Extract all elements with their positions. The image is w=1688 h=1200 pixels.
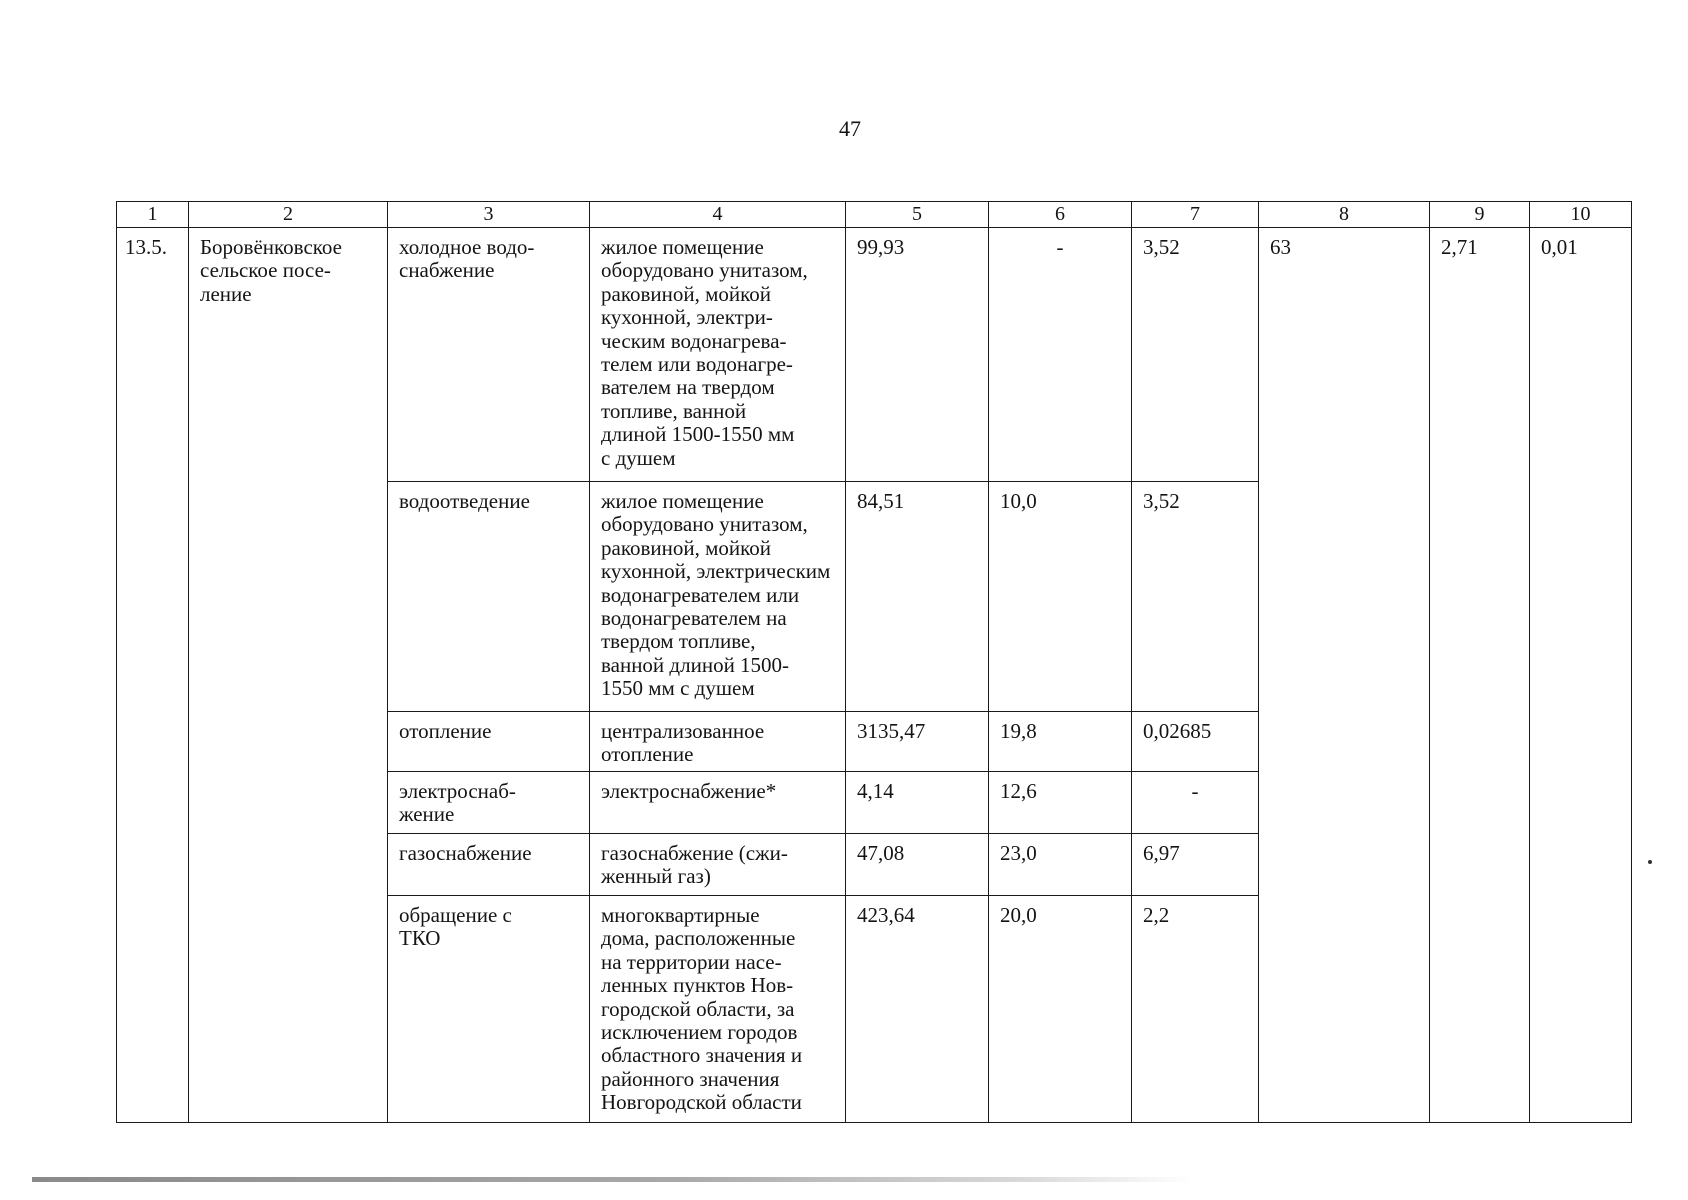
value-col5-cell: 84,51 — [846, 482, 989, 712]
description-cell: многоквартирные дома, расположенные на территории насе- ленных пунктов Нов- городской области, за исключением городов областного значения и районного значения Новгородской области — [590, 896, 846, 1123]
service-cell: газоснабжение — [388, 834, 590, 896]
column-header-6: 6 — [989, 202, 1132, 228]
value-col5-cell: 3135,47 — [846, 712, 989, 772]
description-cell: жилое помещение оборудовано унитазом, раковиной, мойкой кухонной, электри- ческим водонагрева- телем или водонагре- вателем на твердом топливе, ванной длиной 1500-1550 мм с душем — [590, 228, 846, 482]
value-col7-cell: 3,52 — [1132, 482, 1259, 712]
column-header-5: 5 — [846, 202, 989, 228]
value-col7-cell: 6,97 — [1132, 834, 1259, 896]
value-col5-cell: 423,64 — [846, 896, 989, 1123]
value-col6-cell: 19,8 — [989, 712, 1132, 772]
value-col5-cell: 99,93 — [846, 228, 989, 482]
service-cell: обращение с ТКО — [388, 896, 590, 1123]
column-header-1: 1 — [117, 202, 189, 228]
scan-edge-line — [32, 1177, 1192, 1182]
value-col5-cell: 47,08 — [846, 834, 989, 896]
service-cell: холодное водо- снабжение — [388, 228, 590, 482]
table-body — [117, 228, 1632, 1123]
scan-artifact-dot — [1648, 860, 1652, 864]
description-cell: электроснабжение* — [590, 772, 846, 834]
value-col7-cell: - — [1132, 772, 1259, 834]
column-header-3: 3 — [388, 202, 590, 228]
row-number-cell: 13.5. — [117, 228, 189, 1123]
value-col7-cell: 3,52 — [1132, 228, 1259, 482]
settlement-cell: Боровёнковское сельское посе- ление — [189, 228, 388, 1123]
description-cell: газоснабжение (сжи- женный газ) — [590, 834, 846, 896]
value-col9-cell: 2,71 — [1430, 228, 1530, 1123]
value-col6-cell: 23,0 — [989, 834, 1132, 896]
column-header-8: 8 — [1259, 202, 1430, 228]
value-col6-cell: 10,0 — [989, 482, 1132, 712]
description-cell: централизованное отопление — [590, 712, 846, 772]
value-col5-cell: 4,14 — [846, 772, 989, 834]
value-col10-cell: 0,01 — [1530, 228, 1632, 1123]
value-col7-cell: 2,2 — [1132, 896, 1259, 1123]
value-col6-cell: 12,6 — [989, 772, 1132, 834]
header-row — [117, 202, 1632, 228]
table-header — [117, 202, 1632, 228]
value-col7-cell: 0,02685 — [1132, 712, 1259, 772]
service-cell: электроснаб- жение — [388, 772, 590, 834]
column-header-10: 10 — [1530, 202, 1632, 228]
column-header-4: 4 — [590, 202, 846, 228]
tariff-table — [116, 201, 1632, 1123]
service-cell: отопление — [388, 712, 590, 772]
column-header-2: 2 — [189, 202, 388, 228]
column-header-7: 7 — [1132, 202, 1259, 228]
page-number: 47 — [839, 116, 861, 141]
value-col8-cell: 63 — [1259, 228, 1430, 1123]
service-cell: водоотведение — [388, 482, 590, 712]
description-cell: жилое помещение оборудовано унитазом, раковиной, мойкой кухонной, электрическим водонагревателем или водонагревателем на твердом топливе, ванной длиной 1500- 1550 мм с душем — [590, 482, 846, 712]
column-header-9: 9 — [1430, 202, 1530, 228]
value-col6-cell: - — [989, 228, 1132, 482]
table-row — [117, 228, 1632, 482]
value-col6-cell: 20,0 — [989, 896, 1132, 1123]
